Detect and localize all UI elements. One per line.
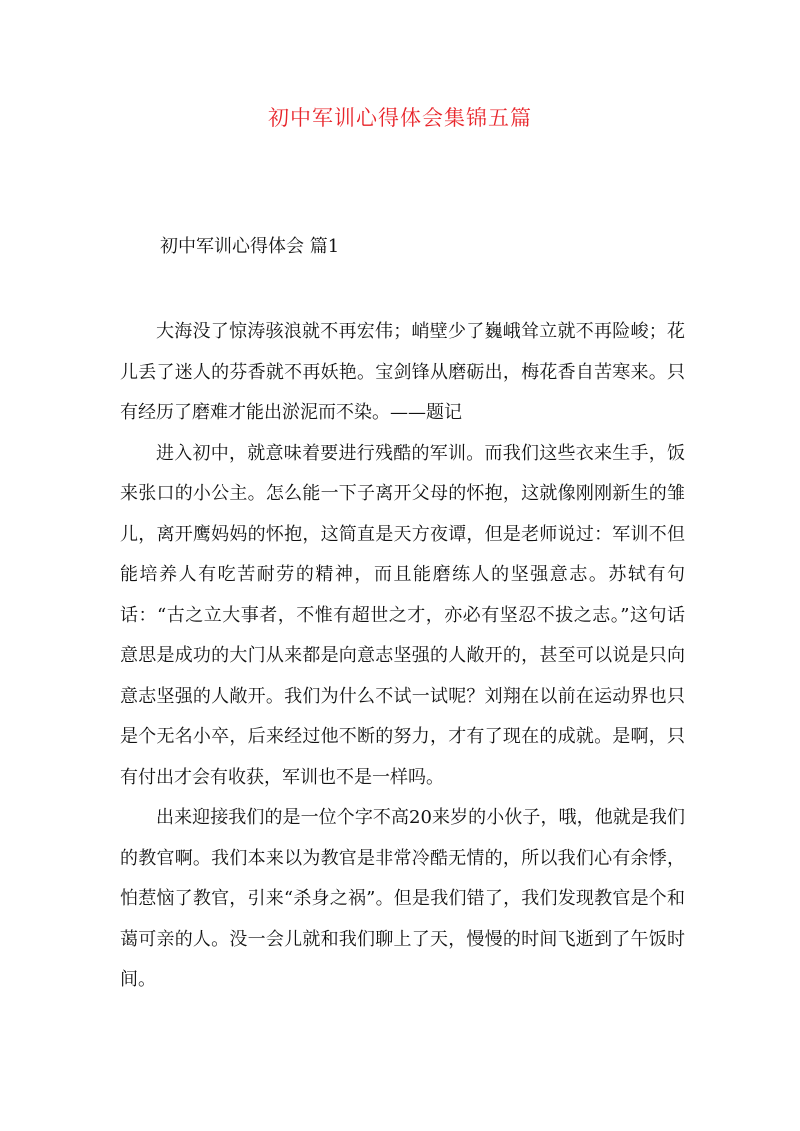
document-title: 初中军训心得体会集锦五篇 <box>268 106 532 130</box>
paragraph-military-training: 进入初中，就意味着要进行残酷的军训。而我们这些衣来生手，饭来张口的小公主。怎么能一下子离开父母的怀抱，这就像刚刚新生的雏儿，离开鹰妈妈的怀抱，这简直是天方夜谭，但是老师说过：军训不但能培养人有吃苦耐劳的精神，而且能磨练人的坚强意志。苏轼有句话：“古之立大事者，不惟有超世之才，亦必有坚忍不拔之志。”这句话意思是成功的大门从来都是向意志坚强的人敞开的，甚至可以说是只向意志坚强的人敞开。我们为什么不试一试呢？刘翔在以前在运动界也只是个无名小卒，后来经过他不断的努力，才有了现在的成就。是啊，只有付出才会有收获，军训也不是一样吗。 <box>120 442 685 788</box>
article-body <box>120 312 685 1001</box>
paragraph-epigraph: 大海没了惊涛骇浪就不再宏伟；峭壁少了巍峨耸立就不再险峻；花儿丢了迷人的芬香就不再妖艳。宝剑锋从磨砺出，梅花香自苦寒来。只有经历了磨难才能出淤泥而不染。——题记 <box>120 321 685 423</box>
section-heading: 初中军训心得体会 篇1 <box>160 236 340 257</box>
paragraph-instructor: 出来迎接我们的是一位个字不高20来岁的小伙子，哦，他就是我们的教官啊。我们本来以为教官是非常冷酷无情的，所以我们心有余悸，怕惹恼了教官，引来“杀身之祸”。但是我们错了，我们发现教官是个和蔼可亲的人。没一会儿就和我们聊上了天，慢慢的时间飞逝到了午饭时间。 <box>120 807 685 990</box>
